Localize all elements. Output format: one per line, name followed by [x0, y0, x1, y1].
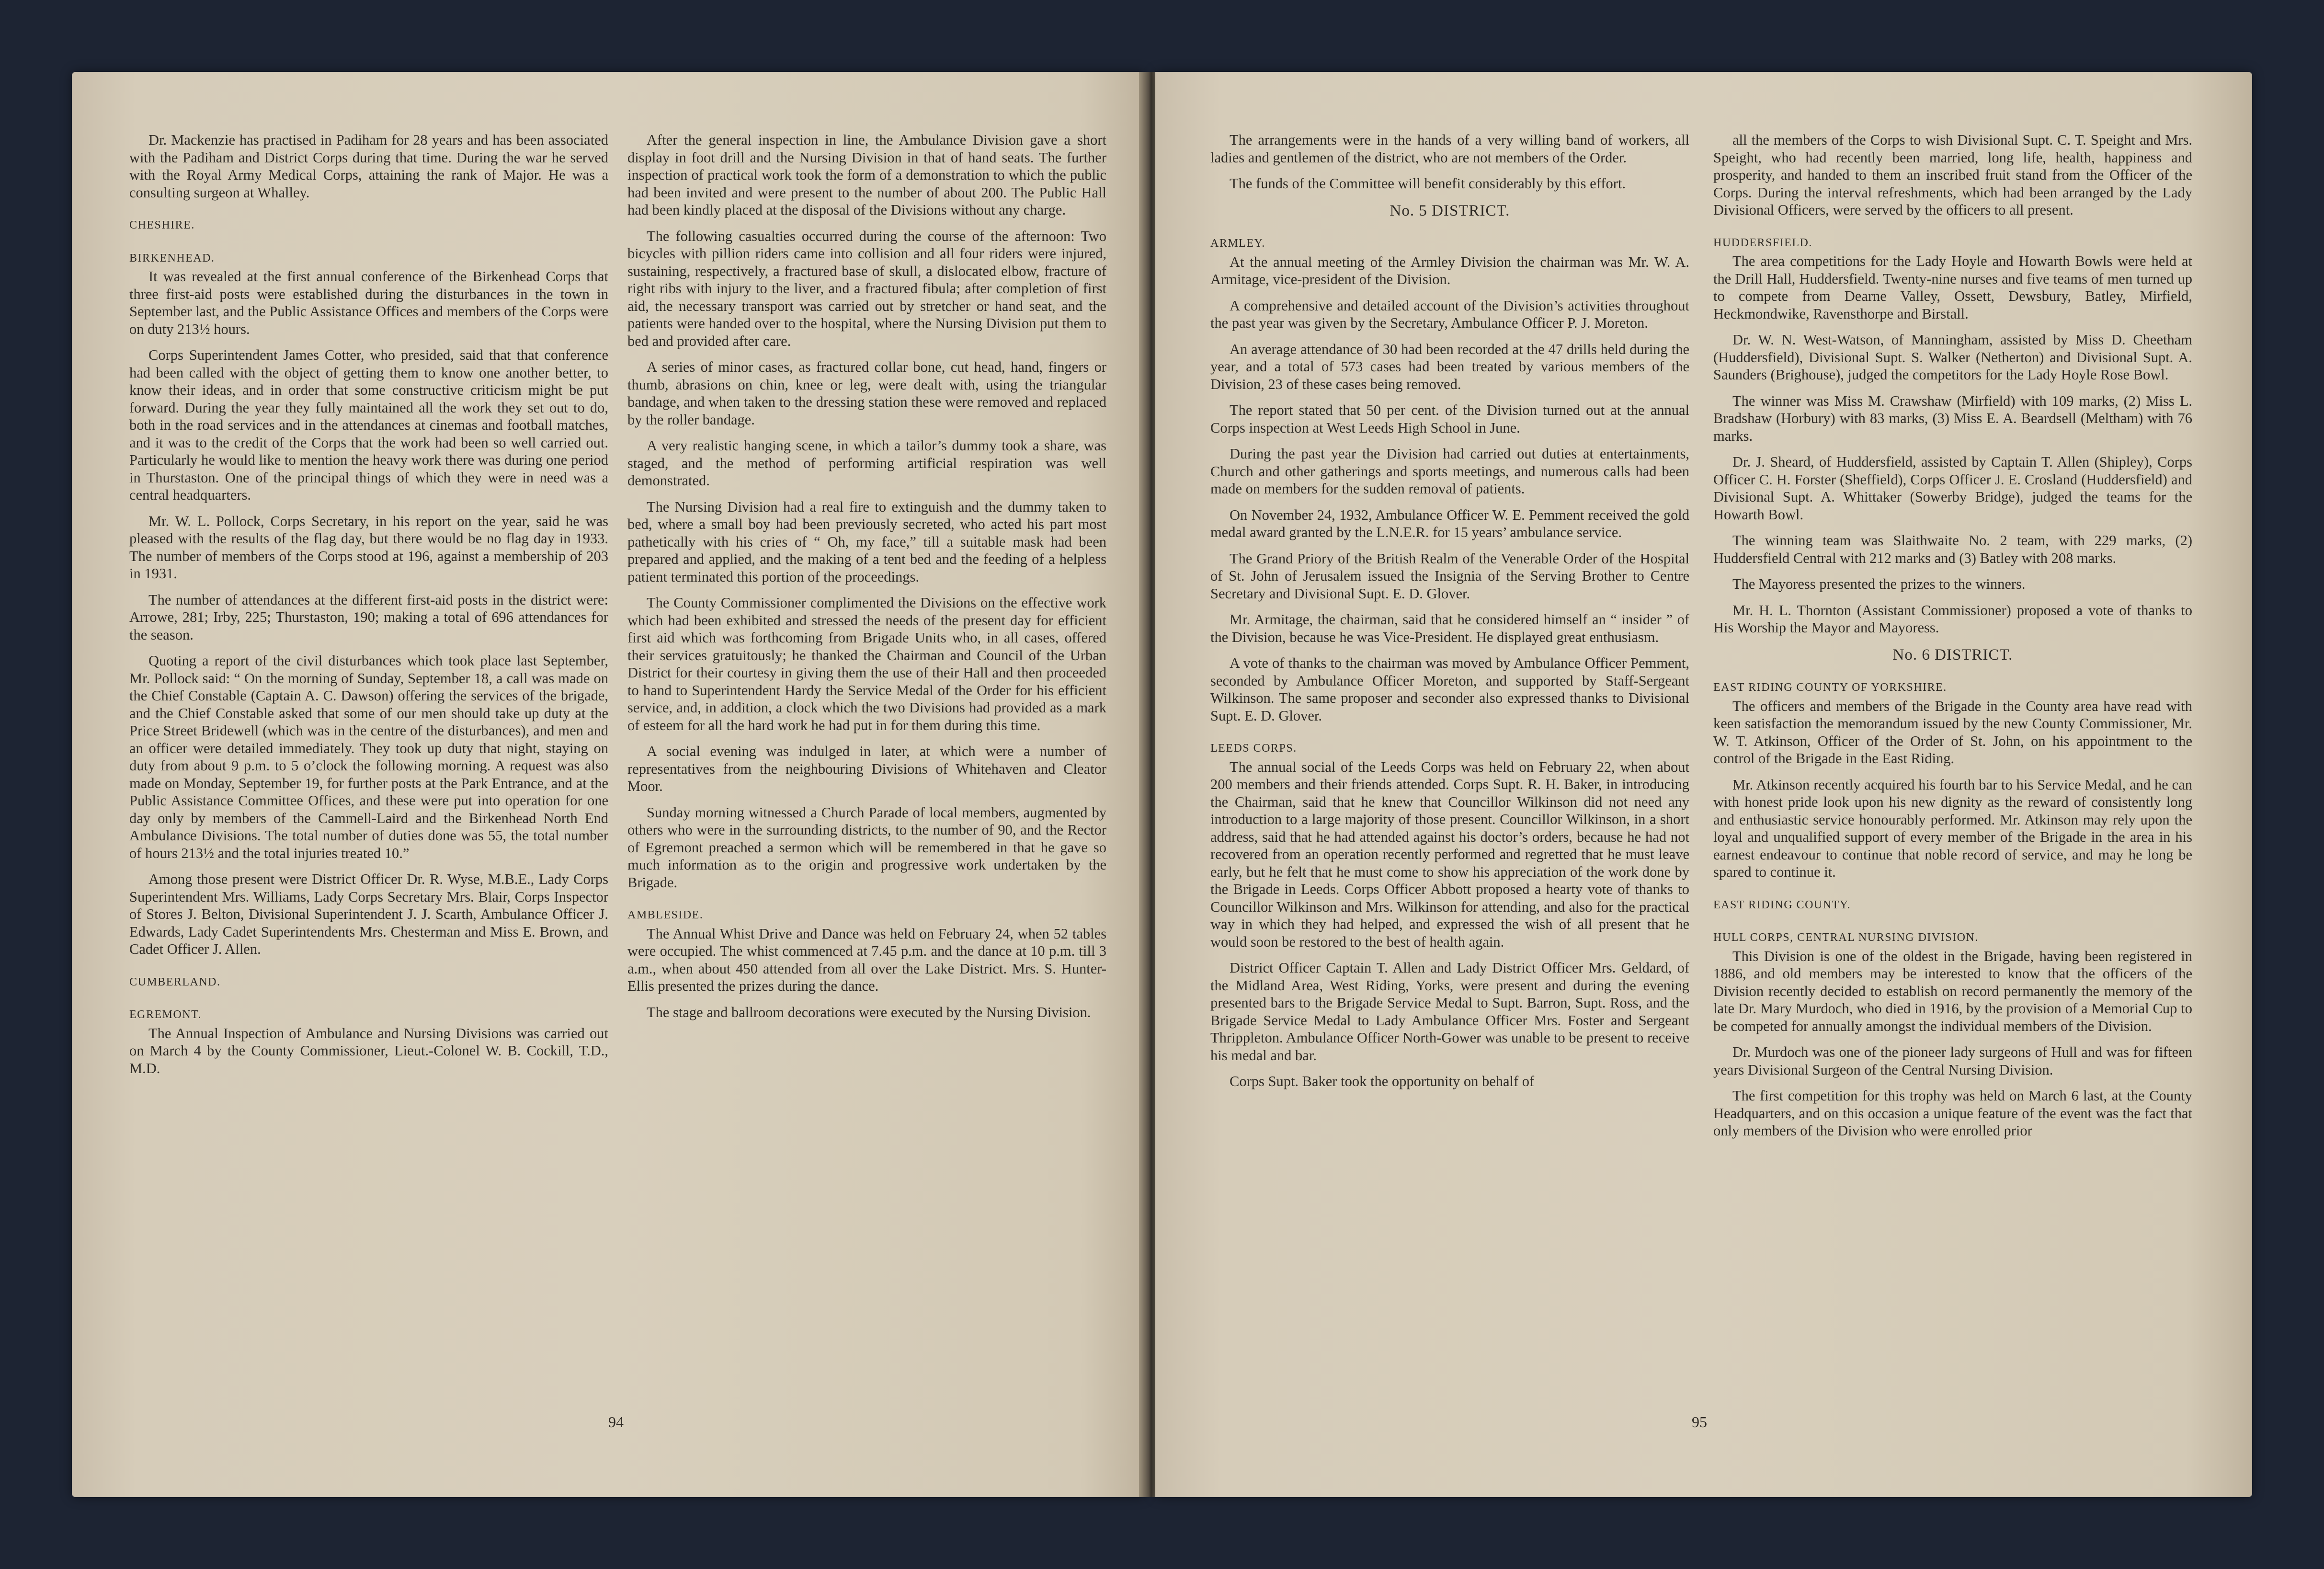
- paragraph: District Officer Captain T. Allen and Lady District Officer Mrs. Geldard, of the Midland Area, West Riding, Yorks, were present and during the evening presented bars to the Brigade Service Medal to Supt. Barron, Supt. Ross, and the Brigade Service Medal to Lady Ambulance Officer Mrs. Foster and Sergeant Thrippleton. Ambulance Officer North-Gower was unable to be present to receive his medal and bar.: [1210, 960, 1689, 1064]
- paragraph: The first competition for this trophy was held on March 6 last, at the County Headquarters, and on this occasion a unique feature of the event was the fact that only members of the Division who were enrolled prior: [1713, 1088, 2192, 1139]
- paragraph: Among those present were District Officer Dr. R. Wyse, M.B.E., Lady Corps Superintendent Mrs. Williams, Lady Corps Secretary Mrs. Blair, Corps Inspector of Stores J. Belton, Divisional Superintendent J. J. Scarth, Ambulance Officer J. Edwards, Lady Cadet Superintendents Mrs. Chesterman and Miss E. Brown, and Cadet Officer J. Allen.: [129, 871, 608, 957]
- paragraph: A comprehensive and detailed account of the Division’s activities throughout the past year was given by the Secretary, Ambulance Officer P. J. Moreton.: [1210, 297, 1689, 331]
- district-heading: No. 5 DISTRICT.: [1390, 202, 1510, 219]
- paragraph: The stage and ballroom decorations were executed by the Nursing Division.: [647, 1004, 1091, 1020]
- paragraph: Mr. H. L. Thornton (Assistant Commissioner) proposed a vote of thanks to His Worship the Mayor and Mayoress.: [1713, 602, 2192, 636]
- paragraph: Dr. Murdoch was one of the pioneer lady surgeons of Hull and was for fifteen years Divisional Surgeon of the Central Nursing Division.: [1713, 1044, 2192, 1078]
- paragraph: Dr. W. N. West-Watson, of Manningham, assisted by Miss D. Cheetham (Huddersfield), Divisional Supt. S. Walker (Netherton) and Divisional Supt. A. Saunders (Brighouse), judged the competitors for the Lady Hoyle Rose Bowl.: [1713, 332, 2192, 383]
- section-heading: CHESHIRE.: [129, 219, 195, 231]
- paragraph: The Annual Whist Drive and Dance was held on February 24, when 52 tables were occupied. The whist commenced at 7.45 p.m. and the dance at 10 p.m. till 3 a.m., when about 450 attended from all over the Lake District. Mrs. S. Hunter-Ellis presented the prizes during the dance.: [627, 925, 1106, 994]
- paragraph: A series of minor cases, as fractured collar bone, cut head, hand, fingers or thumb, abrasions on chin, knee or leg, were dealt with, using the triangular bandage, and when taken to the dressing station these were removed and replaced by the roller bandage.: [627, 359, 1106, 428]
- paragraph: The officers and members of the Brigade in the County area have read with keen satisfaction the memorandum issued by the new County Commissioner, Mr. W. T. Atkinson, Officer of the Order of St. John, on his appointment to the control of the Brigade in the East Riding.: [1713, 698, 2192, 767]
- paragraph: After the general inspection in line, the Ambulance Division gave a short display in foot drill and the Nursing Division in that of hand seats. The further inspection of practical work took the form of a demonstration to which the public had been invited and were present to the number of about 200. The Public Hall had been kindly placed at the disposal of the Divisions without any charge.: [627, 132, 1106, 218]
- paragraph: Mr. Atkinson recently acquired his fourth bar to his Service Medal, and he can with honest pride look upon his new dignity as the reward of consistently long and enthusiastic service honourably performed. Mr. Atkinson may rely upon the loyal and unqualified support of every member of the Brigade in the area in his earnest endeavour to continue that noble record of service, and may he long be spared to continue it.: [1713, 776, 2192, 880]
- paragraph: Mr. W. L. Pollock, Corps Secretary, in his report on the year, said he was pleased with the results of the flag day, but there would be no flag day in 1933. The number of members of the Corps stood at 196, against a membership of 203 in 1931.: [129, 513, 608, 582]
- paragraph: The area competitions for the Lady Hoyle and Howarth Bowls were held at the Drill Hall, Huddersfield. Twenty-nine nurses and five teams of men turned up to compete from Dearne Valley, Ossett, Dewsbury, Batley, Mirfield, Heckmondwike, Ravensthorpe and Birstall.: [1713, 253, 2192, 322]
- left-page-column-1: [129, 131, 608, 1396]
- paragraph: The Grand Priory of the British Realm of the Venerable Order of the Hospital of St. John of Jerusalem issued the Insignia of the Serving Brother to Centre Secretary and Divisional Supt. E. D. Glover.: [1210, 550, 1689, 602]
- paragraph: The Mayoress presented the prizes to the winners.: [1732, 576, 2026, 592]
- paragraph: Sunday morning witnessed a Church Parade of local members, augmented by others who were in the surrounding districts, to the number of 90, and the Rector of Egremont preached a sermon which will be remembered in that he gave so much information as to the origin and progressive work undertaken by the Brigade.: [627, 804, 1106, 891]
- paragraph: At the annual meeting of the Armley Division the chairman was Mr. W. A. Armitage, vice-president of the Division.: [1210, 253, 1689, 287]
- section-heading: LEEDS CORPS.: [1210, 742, 1297, 755]
- paragraph: The arrangements were in the hands of a very willing band of workers, all ladies and gentlemen of the district, who are not members of the Order.: [1210, 132, 1689, 166]
- paragraph: all the members of the Corps to wish Divisional Supt. C. T. Speight and Mrs. Speight, who had recently been married, long life, health, happiness and prosperity, and handed to them an inscribed fruit stand from the Officer of the Corps. During the interval refreshments, which had been arranged by the Lady Divisional Officers, were served by the officers to all present.: [1713, 132, 2192, 218]
- section-heading: EAST RIDING COUNTY OF YORKSHIRE.: [1713, 681, 1947, 694]
- paragraph: The annual social of the Leeds Corps was held on February 22, when about 200 members and their friends attended. Corps Supt. R. H. Baker, in introducing the Chairman, said that he knew that Councillor Wilkinson did not need any introduction to a large majority of those present. Councillor Wilkinson, in a short address, said that he had attended against his doctor’s orders, because he had not recovered from an operation recently performed and regretted that he must leave early, but he felt that he must come to show his appreciation of the work done by the Brigade in Leeds. Corps Officer Abbott proposed a hearty vote of thanks to Councillor Wilkinson and Mrs. Wilkinson for attending, and also for the practical way in which they had helped, and expressed the wish of all present that he would soon be restored to the best of health again.: [1210, 758, 1689, 950]
- right-page-column-1: [1210, 131, 1689, 1396]
- paragraph: The report stated that 50 per cent. of the Division turned out at the annual Corps inspection at West Leeds High School in June.: [1210, 402, 1689, 436]
- paragraph: It was revealed at the first annual conference of the Birkenhead Corps that three first-aid posts were established during the disturbances in the town in September last, and the Public Assistance Offices and members of the Corps were on duty 213½ hours.: [129, 268, 608, 337]
- left-page: [72, 72, 1145, 1497]
- section-heading: AMBLESIDE.: [627, 909, 704, 921]
- paragraph: The County Commissioner complimented the Divisions on the effective work which had been exhibited and stressed the needs of the present day for efficient first aid which was forthcoming from Brigade Units who, in all cases, offered their services gratuitously; he thanked the Chairman and Council of the Urban District for their courtesy in giving them the use of their Hall and then proceeded to hand to Superintendent Hardy the Service Medal of the Order for his efficient service, and, in addition, a clock which the two Divisions had provided as a mark of esteem for all the hard work he had put in for them during this time.: [627, 595, 1106, 733]
- paragraph: Dr. J. Sheard, of Huddersfield, assisted by Captain T. Allen (Shipley), Corps Officer C. H. Forster (Sheffield), Corps Officer J. E. Crosland (Huddersfield) and Divisional Supt. A. Whittaker (Sowerby Bridge), judged the teams for the Howarth Bowl.: [1713, 454, 2192, 523]
- paragraph: The Nursing Division had a real fire to extinguish and the dummy taken to bed, where a small boy had been previously secreted, who acted his part most pathetically with his cries of “ Oh, my face,” till a suitable mask had been prepared and applied, and the making of a tent bed and the feeding of a helpless patient terminated this portion of the proceedings.: [627, 498, 1106, 585]
- right-page-column-2: [1713, 131, 2192, 1396]
- section-heading: ARMLEY.: [1210, 237, 1265, 250]
- magazine-spread: [72, 72, 2252, 1497]
- section-heading: EGREMONT.: [129, 1008, 202, 1021]
- paragraph: The Annual Inspection of Ambulance and Nursing Divisions was carried out on March 4 by the County Commissioner, Lieut.-Colonel W. B. Cockill, T.D., M.D.: [129, 1025, 608, 1077]
- section-heading: HUDDERSFIELD.: [1713, 236, 1812, 249]
- paragraph: Quoting a report of the civil disturbances which took place last September, Mr. Pollock said: “ On the morning of Sunday, September 18, a call was made on the Chief Constable (Captain A. C. Dawson) offering the services of the brigade, and the Chief Constable asked that some of our men should take up duty at the Price Street Bridewell (which was in the centre of the disturbances), and men and an officer were detailed immediately. They took up duty that night, staying on duty from about 9 p.m. to 5 o’clock the following morning. A request was also made on Monday, September 19, for further posts at the Park Entrance, and at the Public Assistance Committee Offices, and these were put into operation for one day only by members of the Cammell-Laird and the Birkenhead North End Ambulance Divisions. The total number of duties done was 55, the total number of hours 213½ and the total injuries treated 10.”: [129, 653, 608, 861]
- paragraph: A very realistic hanging scene, in which a tailor’s dummy took a share, was staged, and the method of performing artificial respiration was well demonstrated.: [627, 437, 1106, 489]
- section-heading: CUMBERLAND.: [129, 975, 221, 988]
- paragraph: An average attendance of 30 had been recorded at the 47 drills held during the year, and a total of 573 cases had been treated by various members of the Division, 23 of these cases being removed.: [1210, 341, 1689, 392]
- page-number-left: 94: [608, 1413, 624, 1431]
- district-heading: No. 6 DISTRICT.: [1892, 646, 2013, 664]
- paragraph: The following casualties occurred during the course of the afternoon: Two bicycles with pillion riders came into collision and all four riders were injured, sustaining, respectively, a fractured base of skull, a dislocated elbow, fracture of right ribs with injury to the liver, and a fractured fibula; after completion of first aid, the necessary transport was carried out by stretcher or hand seat, and the patients were handed over to the hospital, where the Nursing Division put them to bed and provided after care.: [627, 228, 1106, 349]
- paragraph: The funds of the Committee will benefit considerably by this effort.: [1230, 175, 1626, 192]
- paragraph: The number of attendances at the different first-aid posts in the district were: Arrowe, 281; Irby, 225; Thurstaston, 190; making a total of 696 attendances for the season.: [129, 591, 608, 643]
- paragraph: A vote of thanks to the chairman was moved by Ambulance Officer Pemment, seconded by Ambulance Officer Moreton, and supported by Staff-Sergeant Wilkinson. The same proposer and seconder also expressed thanks to Divisional Supt. E. D. Glover.: [1210, 655, 1689, 724]
- right-page: [1155, 72, 2252, 1497]
- paragraph: A social evening was indulged in later, at which were a number of representatives from the neighbouring Divisions of Whitehaven and Cleator Moor.: [627, 743, 1106, 794]
- paragraph: Corps Superintendent James Cotter, who presided, said that that conference had been called with the object of getting them to know one another better, to know their ideas, and in order that some constructive criticism might be put forward. During the year they fully maintained all the work they set out to do, both in the road services and in the attendances at cinemas and football matches, and it was to the credit of the Corps that the work had been so well carried out. Particularly he would like to mention the heavy work there was during one period in Thurstaston. One of the principal things of which they were in need was a central headquarters.: [129, 347, 608, 503]
- page-number-right: 95: [1692, 1413, 1707, 1431]
- paragraph: The winner was Miss M. Crawshaw (Mirfield) with 109 marks, (2) Miss L. Bradshaw (Horbury) with 83 marks, (3) Miss E. A. Beardsell (Meltham) with 76 marks.: [1713, 392, 2192, 444]
- paragraph: The winning team was Slaithwaite No. 2 team, with 229 marks, (2) Huddersfield Central with 212 marks and (3) Batley with 208 marks.: [1713, 532, 2192, 566]
- paragraph: On November 24, 1932, Ambulance Officer W. E. Pemment received the gold medal award granted by the L.N.E.R. for 15 years’ ambulance service.: [1210, 506, 1689, 540]
- section-heading: HULL CORPS, CENTRAL NURSING DIVISION.: [1713, 931, 1979, 944]
- paragraph: Corps Supt. Baker took the opportunity on behalf of: [1230, 1073, 1535, 1089]
- section-heading: BIRKENHEAD.: [129, 252, 215, 264]
- paragraph: Mr. Armitage, the chairman, said that he considered himself an “ insider ” of the Division, because he was Vice-President. He displayed great enthusiasm.: [1210, 611, 1689, 645]
- paragraph: Dr. Mackenzie has practised in Padiham for 28 years and has been associated with the Padiham and District Corps during that time. During the war he served with the Royal Army Medical Corps, attaining the rank of Major. He was a consulting surgeon at Whalley.: [129, 132, 608, 201]
- paragraph: This Division is one of the oldest in the Brigade, having been registered in 1886, and old members may be interested to know that the officers of the Division recently decided to establish on record permanently the memory of the late Dr. Mary Murdoch, who died in 1916, by the provision of a Memorial Cup to be competed for annually amongst the individual members of the Division.: [1713, 948, 2192, 1034]
- section-heading: EAST RIDING COUNTY.: [1713, 898, 1851, 911]
- paragraph: During the past year the Division had carried out duties at entertainments, Church and other gatherings and sports meetings, and numerous calls had been made on members for the sudden removal of patients.: [1210, 446, 1689, 497]
- left-page-column-2: [627, 131, 1106, 1396]
